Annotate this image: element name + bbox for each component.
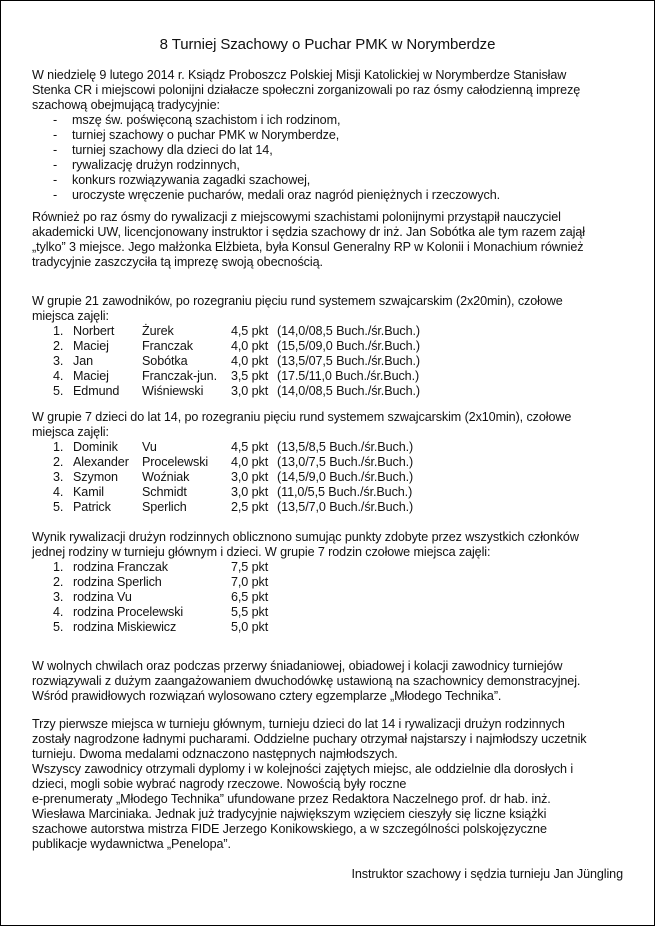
dash-bullet-icon: - — [53, 158, 58, 172]
points-cell: 6,5 pkt — [231, 590, 269, 604]
dash-bullet-icon: - — [53, 188, 58, 202]
first-name-cell: Norbert — [73, 324, 115, 338]
text-line: W niedzielę 9 lutego 2014 r. Ksiądz Proboszcz Polskiej Misji Katolickiej w Norymberdze Stanisław — [32, 68, 567, 82]
place-cell: 4. — [53, 485, 64, 499]
main-results-table — [32, 324, 632, 399]
family-name-cell: rodzina Sperlich — [73, 575, 162, 589]
main-group-section — [32, 294, 632, 399]
place-cell: 4. — [53, 605, 64, 619]
points-cell: 5,0 pkt — [231, 620, 269, 634]
text-line: Trzy pierwsze miejsca w turnieju głównym, turnieju dzieci do lat 14 i rywalizacji drużyn rodzinnych — [32, 717, 565, 731]
buchholz-cell: (14,0/08,5 Buch./śr.Buch.) — [277, 384, 421, 398]
table-row — [32, 500, 632, 515]
place-cell: 5. — [53, 500, 64, 514]
text-line: e-prenumeraty „Młodego Technika” ufundowane przez Redaktora Naczelnego prof. dr hab. inż. — [32, 792, 551, 806]
dash-bullet-icon: - — [53, 143, 58, 157]
points-cell: 7,0 pkt — [231, 575, 269, 589]
text-line: W grupie 21 zawodników, po rozegraniu pięciu rund systemem szwajcarskim (2x20min), czołowe — [32, 294, 563, 308]
buchholz-cell: (13,5/7,0 Buch./śr.Buch.) — [277, 500, 414, 514]
points-cell: 3,0 pkt — [231, 384, 269, 398]
last-name-cell: Vu — [142, 440, 157, 454]
table-row — [32, 620, 632, 635]
place-cell: 5. — [53, 384, 64, 398]
text-line: publikacje wydawnictwa „Penelopa”. — [32, 837, 231, 851]
last-name-cell: Procelewski — [142, 455, 209, 469]
table-row — [32, 440, 632, 455]
family-group-section — [32, 530, 632, 635]
list-item-text: mszę św. poświęconą szachistom i ich rodzinom, — [72, 113, 341, 127]
buchholz-cell: (13,5/07,5 Buch./śr.Buch.) — [277, 354, 421, 368]
text-line: rozwiązywali z dużym zaangażowaniem dwuchodówkę ustawioną na szachownicy demonstracyjnej. — [32, 674, 581, 688]
place-cell: 1. — [53, 440, 64, 454]
points-cell: 4,0 pkt — [231, 455, 269, 469]
place-cell: 2. — [53, 339, 64, 353]
buchholz-cell: (14,5/9,0 Buch./śr.Buch.) — [277, 470, 414, 484]
first-name-cell: Maciej — [73, 369, 109, 383]
family-name-cell: rodzina Franczak — [73, 560, 168, 574]
last-name-cell: Franczak-jun. — [142, 369, 217, 383]
first-name-cell: Szymon — [73, 470, 118, 484]
prizes-paragraph — [32, 717, 632, 852]
place-cell: 2. — [53, 455, 64, 469]
first-name-cell: Alexander — [73, 455, 129, 469]
last-name-cell: Franczak — [142, 339, 193, 353]
text-line: W wolnych chwilach oraz podczas przerwy śniadaniowej, obiadowej i kolacji zawodnicy turniejów — [32, 659, 563, 673]
points-cell: 3,5 pkt — [231, 369, 269, 383]
text-line: zostały nagrodzone ładnymi pucharami. Oddzielne puchary otrzymał najstarszy i najmłodszy uczetnik — [32, 732, 587, 746]
last-name-cell: Woźniak — [142, 470, 190, 484]
place-cell: 4. — [53, 369, 64, 383]
list-item-text: turniej szachowy o puchar PMK w Norymberdze, — [72, 128, 340, 142]
table-row — [32, 560, 632, 575]
points-cell: 4,0 pkt — [231, 339, 269, 353]
kids-results-table — [32, 440, 632, 515]
text-line: szachową obejmującą tradycyjnie: — [32, 98, 220, 112]
first-name-cell: Dominik — [73, 440, 118, 454]
last-name-cell: Schmidt — [142, 485, 187, 499]
points-cell: 3,0 pkt — [231, 485, 269, 499]
first-name-cell: Jan — [73, 354, 94, 368]
family-name-cell: rodzina Miskiewicz — [73, 620, 177, 634]
place-cell: 3. — [53, 590, 64, 604]
text-line: W grupie 7 dzieci do lat 14, po rozegraniu pięciu rund systemem szwajcarskim (2x10min), czołowe — [32, 410, 572, 424]
place-cell: 2. — [53, 575, 64, 589]
text-line: miejsca zajęli: — [32, 425, 109, 439]
first-name-cell: Kamil — [73, 485, 104, 499]
program-list — [32, 113, 632, 203]
table-row — [32, 369, 632, 384]
table-row — [32, 605, 632, 620]
text-line: jednej rodziny w turnieju głównym i dzieci. W grupie 7 rodzin czołowe miejsca zajęli: — [32, 545, 491, 559]
text-line: Stenka CR i miejscowi polonijni działacze społeczni zorganizowali po raz ósmy całodzienną imprezę — [32, 83, 581, 97]
intro-paragraph — [32, 68, 632, 203]
table-row — [32, 485, 632, 500]
table-row — [32, 339, 632, 354]
points-cell: 5,5 pkt — [231, 605, 269, 619]
document-title: 8 Turniej Szachowy o Puchar PMK w Norymberdze — [159, 36, 496, 53]
buchholz-cell: (17.5/11,0 Buch./śr.Buch.) — [277, 369, 420, 383]
text-line: akademicki UW, licencjonowany instruktor i sędzia szachowy dr inż. Jan Sobótka ale tym razem zajął — [32, 225, 585, 239]
first-name-cell: Maciej — [73, 339, 109, 353]
text-line: turnieju. Dwoma medalami odznaczono następnych najmłodszych. — [32, 747, 398, 761]
first-name-cell: Patrick — [73, 500, 111, 514]
text-line: Wiesława Marciniaka. Jednak już tradycyjnie największym wzięciem cieszyły się liczne książki — [32, 807, 547, 821]
points-cell: 7,5 pkt — [231, 560, 269, 574]
table-row — [32, 470, 632, 485]
text-line: szachowe autorstwa mistrza FIDE Jerzego Konikowskiego, a w szczególności polskojęzyczne — [32, 822, 547, 836]
place-cell: 3. — [53, 354, 64, 368]
last-name-cell: Sobótka — [142, 354, 188, 368]
text-line: „tylko” 3 miejsce. Jego małżonka Elżbieta, była Konsul Generalny RP w Kolonii i Monachium również — [32, 240, 584, 254]
text-line: tradycyjnie zaszczyciła tą imprezę swoją obecnością. — [32, 255, 323, 269]
text-line: Wśród prawidłowych rozwiązań wylosowano cztery egzemplarze „Młodego Technika”. — [32, 689, 502, 703]
list-item-text: uroczyste wręczenie pucharów, medali oraz nagród pieniężnych i rzeczowych. — [72, 188, 500, 202]
buchholz-cell: (13,0/7,5 Buch./śr.Buch.) — [277, 455, 414, 469]
buchholz-cell: (15,5/09,0 Buch./śr.Buch.) — [277, 339, 421, 353]
place-cell: 3. — [53, 470, 64, 484]
list-item — [32, 173, 632, 188]
last-name-cell: Wiśniewski — [142, 384, 204, 398]
place-cell: 1. — [53, 324, 64, 338]
dash-bullet-icon: - — [53, 173, 58, 187]
list-item — [32, 158, 632, 173]
text-line: Wynik rywalizacji drużyn rodzinnych oblicznono sumując punkty zdobyte przez wszystkich członków — [32, 530, 579, 544]
text-line: Wszyscy zawodnicy otrzymali dyplomy i w kolejności zajętych miejsc, ale oddzielnie dla dorosłych i — [32, 762, 574, 776]
list-item-text: turniej szachowy dla dzieci do lat 14, — [72, 143, 273, 157]
points-cell: 4,5 pkt — [231, 324, 269, 338]
table-row — [32, 354, 632, 369]
kids-group-section — [32, 410, 632, 515]
family-results-table — [32, 560, 632, 635]
list-item — [32, 188, 632, 203]
place-cell: 5. — [53, 620, 64, 634]
list-item — [32, 143, 632, 158]
family-name-cell: rodzina Vu — [73, 590, 132, 604]
buchholz-cell: (11,0/5,5 Buch./śr.Buch.) — [277, 485, 413, 499]
list-item-text: konkurs rozwiązywania zagadki szachowej, — [72, 173, 311, 187]
puzzle-paragraph — [32, 659, 632, 704]
points-cell: 2,5 pkt — [231, 500, 269, 514]
table-row — [32, 455, 632, 470]
points-cell: 3,0 pkt — [231, 470, 269, 484]
first-name-cell: Edmund — [73, 384, 120, 398]
text-line: miejsca zajęli: — [32, 309, 109, 323]
list-item — [32, 113, 632, 128]
signature: Instruktor szachowy i sędzia turnieju Jan Jüngling — [351, 867, 623, 881]
place-cell: 1. — [53, 560, 64, 574]
table-row — [32, 384, 632, 399]
teacher-paragraph — [32, 210, 632, 270]
buchholz-cell: (14,0/08,5 Buch./śr.Buch.) — [277, 324, 421, 338]
table-row — [32, 324, 632, 339]
text-line: dzieci, mogli sobie wybrać nagrody rzeczowe. Nowością były roczne — [32, 777, 407, 791]
last-name-cell: Sperlich — [142, 500, 187, 514]
family-name-cell: rodzina Procelewski — [73, 605, 184, 619]
points-cell: 4,5 pkt — [231, 440, 269, 454]
last-name-cell: Żurek — [142, 324, 174, 338]
dash-bullet-icon: - — [53, 113, 58, 127]
table-row — [32, 575, 632, 590]
text-line: Również po raz ósmy do rywalizacji z miejscowymi szachistami polonijnymi przystąpił nauczyciel — [32, 210, 561, 224]
dash-bullet-icon: - — [53, 128, 58, 142]
list-item — [32, 128, 632, 143]
table-row — [32, 590, 632, 605]
points-cell: 4,0 pkt — [231, 354, 269, 368]
list-item-text: rywalizację drużyn rodzinnych, — [72, 158, 240, 172]
buchholz-cell: (13,5/8,5 Buch./śr.Buch.) — [277, 440, 414, 454]
